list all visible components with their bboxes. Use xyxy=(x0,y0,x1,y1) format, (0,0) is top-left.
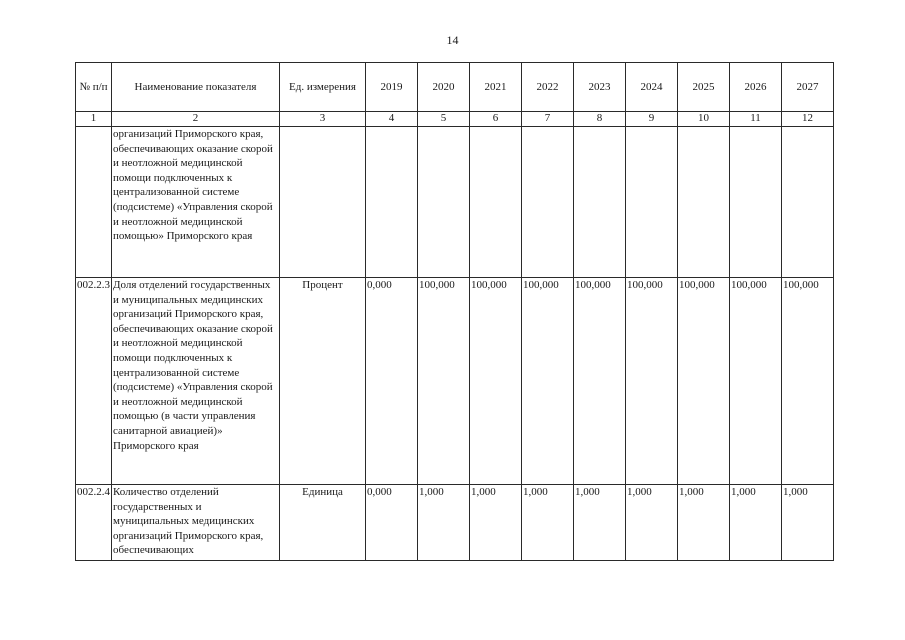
value-cell xyxy=(782,127,834,278)
value-cell: 100,000 xyxy=(678,278,730,485)
value-cell: 100,000 xyxy=(782,278,834,485)
column-number-cell: 10 xyxy=(678,112,730,127)
value-cell xyxy=(626,127,678,278)
value-cell xyxy=(678,127,730,278)
column-number-cell: 12 xyxy=(782,112,834,127)
value-cell: 100,000 xyxy=(418,278,470,485)
column-number-cell: 8 xyxy=(574,112,626,127)
page-number: 14 xyxy=(446,33,459,47)
header-cell: 2024 xyxy=(626,63,678,112)
column-number-row xyxy=(76,112,834,127)
table-row xyxy=(76,278,834,485)
row-number: 002.2.4 xyxy=(76,485,112,561)
value-cell: 100,000 xyxy=(730,278,782,485)
column-number-cell: 11 xyxy=(730,112,782,127)
value-cell: 1,000 xyxy=(470,485,522,561)
value-cell: 0,000 xyxy=(366,278,418,485)
indicator-name: Количество отделений государственных и муниципальных медицинских организаций Приморского края, обеспечивающих xyxy=(112,485,280,561)
table-row xyxy=(76,127,834,278)
value-cell: 100,000 xyxy=(626,278,678,485)
header-cell: 2019 xyxy=(366,63,418,112)
column-number-cell: 3 xyxy=(280,112,366,127)
header-cell: 2021 xyxy=(470,63,522,112)
value-cell: 100,000 xyxy=(522,278,574,485)
unit-cell: Единица xyxy=(280,485,366,561)
value-cell: 1,000 xyxy=(678,485,730,561)
value-cell: 1,000 xyxy=(418,485,470,561)
header-cell: № п/п xyxy=(76,63,112,112)
value-cell xyxy=(470,127,522,278)
value-cell xyxy=(574,127,626,278)
header-cell: 2020 xyxy=(418,63,470,112)
value-cell: 1,000 xyxy=(574,485,626,561)
value-cell xyxy=(730,127,782,278)
header-cell: 2022 xyxy=(522,63,574,112)
value-cell xyxy=(418,127,470,278)
row-number: 002.2.3 xyxy=(76,278,112,485)
value-cell: 1,000 xyxy=(730,485,782,561)
value-cell: 100,000 xyxy=(470,278,522,485)
column-number-cell: 9 xyxy=(626,112,678,127)
value-cell: 1,000 xyxy=(782,485,834,561)
unit-cell xyxy=(280,127,366,278)
value-cell: 0,000 xyxy=(366,485,418,561)
indicator-name: Доля отделений государственных и муниципальных медицинских организаций Приморского края, обеспечивающих оказание скорой и неотложной медицинской помощи подключенных к централизованной системе (подсистеме) «Управления скорой и неотложной медицинской помощью (в части управления санитарной авиацией)» Приморского края xyxy=(112,278,280,485)
header-cell: 2027 xyxy=(782,63,834,112)
column-number-cell: 2 xyxy=(112,112,280,127)
indicators-table xyxy=(75,62,834,561)
row-number xyxy=(76,127,112,278)
header-cell: 2023 xyxy=(574,63,626,112)
value-cell xyxy=(366,127,418,278)
column-number-cell: 1 xyxy=(76,112,112,127)
column-number-cell: 6 xyxy=(470,112,522,127)
column-number-cell: 5 xyxy=(418,112,470,127)
value-cell: 1,000 xyxy=(626,485,678,561)
column-number-cell: 4 xyxy=(366,112,418,127)
value-cell xyxy=(522,127,574,278)
header-cell: Наименование показателя xyxy=(112,63,280,112)
header-cell: Ед. измерения xyxy=(280,63,366,112)
indicator-name: организаций Приморского края, обеспечивающих оказание скорой и неотложной медицинской помощи подключенных к централизованной системе (подсистеме) «Управления скорой и неотложной медицинской помощью» Приморского края xyxy=(112,127,280,278)
value-cell: 1,000 xyxy=(522,485,574,561)
table-header-row xyxy=(76,63,834,112)
header-cell: 2026 xyxy=(730,63,782,112)
column-number-cell: 7 xyxy=(522,112,574,127)
value-cell: 100,000 xyxy=(574,278,626,485)
header-cell: 2025 xyxy=(678,63,730,112)
table-row xyxy=(76,485,834,561)
unit-cell: Процент xyxy=(280,278,366,485)
